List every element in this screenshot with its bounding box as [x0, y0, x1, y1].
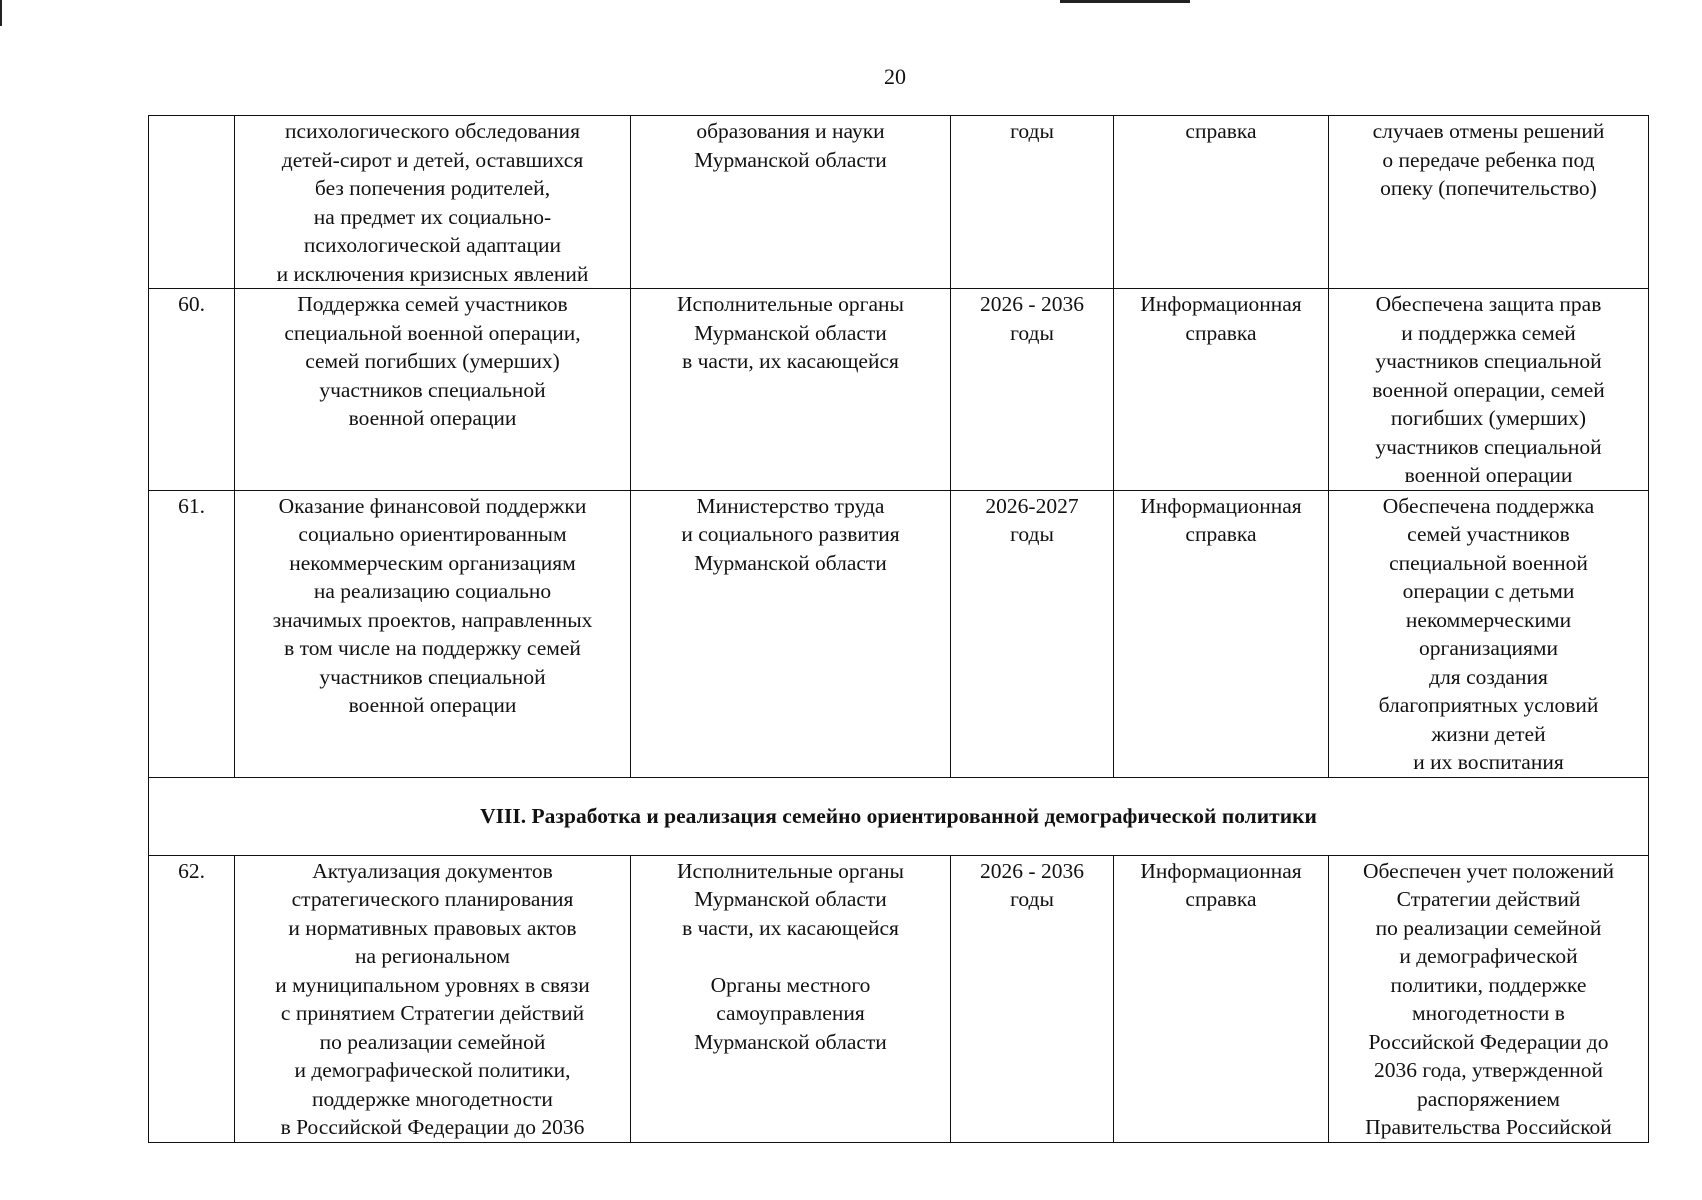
responsible-cell: образования и науки Мурманской области	[631, 116, 951, 289]
scan-edge-mark	[0, 0, 2, 26]
top-rule	[1060, 0, 1190, 3]
period-cell: 2026 - 2036 годы	[951, 855, 1114, 1142]
result-cell: Обеспечена поддержка семей участников специальной военной операции с детьми некоммерческими организациями для создания благоприятных условий жизни детей и их воспитания	[1329, 490, 1649, 777]
period-cell: годы	[951, 116, 1114, 289]
document-cell: Информационная справка	[1114, 289, 1329, 491]
document-cell: Информационная справка	[1114, 490, 1329, 777]
activity-cell: Оказание финансовой поддержки социально ориентированным некоммерческим организациям на реализацию социально значимых проектов, направленных в том числе на поддержку семей участников специальной военной операции	[235, 490, 631, 777]
result-cell: случаев отмены решений о передаче ребенка под опеку (попечительство)	[1329, 116, 1649, 289]
action-plan-table	[148, 115, 1649, 1143]
row-number: 60.	[149, 289, 235, 491]
document-cell: справка	[1114, 116, 1329, 289]
table-row	[149, 116, 1649, 289]
activity-cell: Поддержка семей участников специальной военной операции, семей погибших (умерших) участников специальной военной операции	[235, 289, 631, 491]
result-cell: Обеспечена защита прав и поддержка семей участников специальной военной операции, семей погибших (умерших) участников специальной военной операции	[1329, 289, 1649, 491]
period-cell: 2026 - 2036 годы	[951, 289, 1114, 491]
table-row	[149, 289, 1649, 491]
page-number: 20	[884, 64, 906, 89]
section-heading-row	[149, 777, 1649, 855]
row-number: 61.	[149, 490, 235, 777]
responsible-cell: Исполнительные органы Мурманской области в части, их касающейся	[631, 289, 951, 491]
table-row	[149, 855, 1649, 1142]
result-cell: Обеспечен учет положений Стратегии действий по реализации семейной и демографической политики, поддержке многодетности в Российской Федерации до 2036 года, утвержденной распоряжением Правительства Российской	[1329, 855, 1649, 1142]
document-cell: Информационная справка	[1114, 855, 1329, 1142]
activity-cell: психологического обследования детей-сирот и детей, оставшихся без попечения родителей, на предмет их социально- психологической адаптации и исключения кризисных явлений	[235, 116, 631, 289]
row-number: 62.	[149, 855, 235, 1142]
row-number	[149, 116, 235, 289]
section-title: VIII. Разработка и реализация семейно ориентированной демографической политики	[149, 777, 1649, 855]
period-cell: 2026-2027 годы	[951, 490, 1114, 777]
responsible-cell: Исполнительные органы Мурманской области в части, их касающейся Органы местного самоуправления Мурманской области	[631, 855, 951, 1142]
activity-cell: Актуализация документов стратегического планирования и нормативных правовых актов на региональном и муниципальном уровнях в связи с принятием Стратегии действий по реализации семейной и демографической политики, поддержке многодетности в Российской Федерации до 2036	[235, 855, 631, 1142]
table-row	[149, 490, 1649, 777]
responsible-cell: Министерство труда и социального развития Мурманской области	[631, 490, 951, 777]
